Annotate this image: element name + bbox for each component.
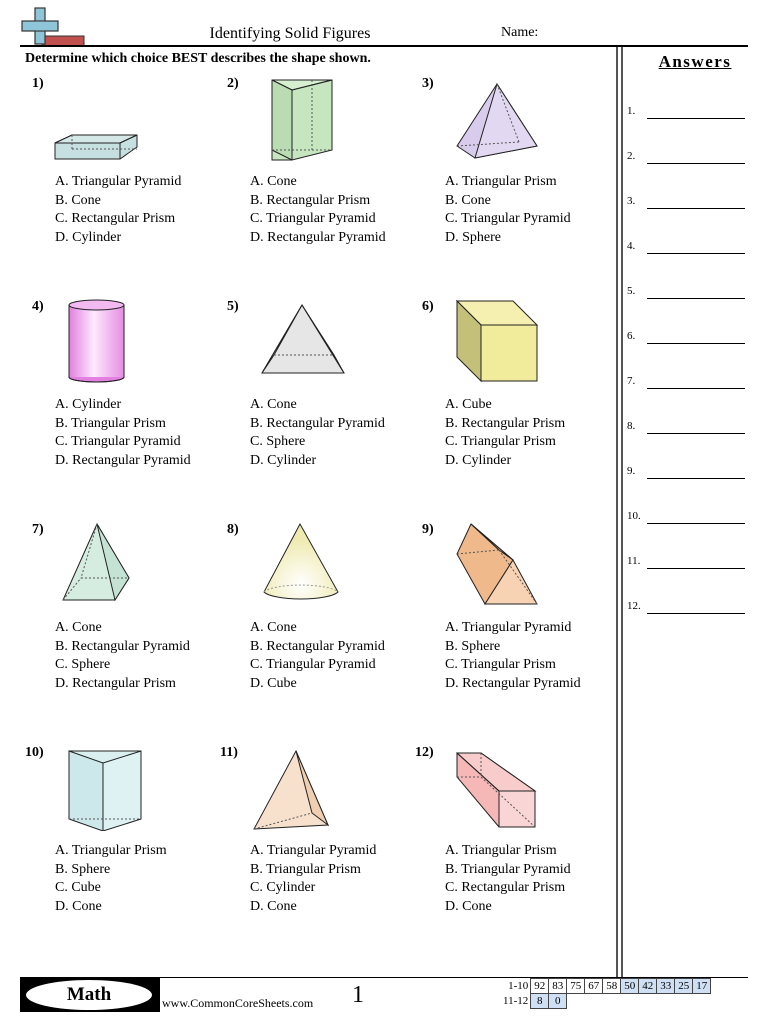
choice-a: A. Cylinder (55, 397, 122, 412)
choice-a: A. Triangular Pyramid (250, 843, 377, 858)
answer-line-3[interactable] (627, 195, 747, 211)
choice-a: A. Triangular Prism (445, 174, 557, 189)
answer-blank[interactable] (647, 433, 745, 434)
choice-a: A. Triangular Prism (55, 843, 167, 858)
answer-blank[interactable] (647, 298, 745, 299)
website-link[interactable]: www.CommonCoreSheets.com (162, 996, 314, 1010)
problem-10 (25, 745, 225, 955)
triangular-prism-shape (455, 522, 541, 608)
answer-blank[interactable] (647, 343, 745, 344)
answer-blank[interactable] (647, 568, 745, 569)
answer-choices (55, 619, 190, 693)
choice-c: C. Triangular Prism (445, 657, 556, 672)
choice-a: A. Cone (250, 397, 297, 412)
answer-choices (55, 396, 191, 470)
header-divider (20, 45, 748, 47)
problem-number: 10) (25, 745, 44, 760)
answer-choices (250, 619, 385, 693)
choice-c: C. Triangular Pyramid (250, 657, 376, 672)
problem-number: 7) (32, 522, 44, 537)
answer-number: 8. (627, 420, 636, 432)
problem-5 (220, 299, 420, 509)
score-row-label: 11-12 (503, 995, 529, 1007)
choice-d: D. Cone (250, 898, 297, 914)
problem-number: 11) (220, 745, 238, 760)
answer-blank[interactable] (647, 208, 745, 209)
problem-number: 2) (227, 76, 239, 91)
choice-b: B. Rectangular Pyramid (250, 415, 385, 431)
choice-d: D. Rectangular Prism (55, 675, 176, 691)
problem-3 (415, 76, 615, 286)
answer-line-7[interactable] (627, 375, 747, 391)
problem-number: 3) (422, 76, 434, 91)
answer-number: 2. (627, 150, 636, 162)
problem-number: 6) (422, 299, 434, 314)
rectangular-pyramid-shape (455, 82, 539, 162)
choice-b: B. Triangular Prism (55, 415, 166, 431)
answer-line-9[interactable] (627, 465, 747, 481)
answer-choices (445, 619, 581, 693)
answer-blank[interactable] (647, 118, 745, 119)
problem-2 (220, 76, 420, 286)
choice-c: C. Cylinder (250, 880, 316, 895)
choice-b: B. Triangular Pyramid (445, 861, 571, 877)
score-cell: 17 (693, 979, 711, 994)
answer-line-11[interactable] (627, 555, 747, 571)
choice-b: B. Rectangular Pyramid (55, 638, 190, 654)
choice-b: B. Cone (445, 192, 491, 208)
score-cell-empty (567, 994, 585, 1009)
choice-c: C. Sphere (55, 657, 111, 672)
score-row-1-10 (500, 979, 711, 994)
choice-c: C. Triangular Pyramid (250, 211, 376, 226)
cylinder-shape (67, 299, 127, 385)
choice-c: C. Sphere (250, 434, 306, 449)
problem-number: 8) (227, 522, 239, 537)
answer-line-1[interactable] (627, 105, 747, 121)
answer-column-divider (621, 47, 623, 977)
answer-number: 12. (627, 600, 641, 612)
score-cell: 25 (675, 979, 693, 994)
choice-d: D. Cylinder (250, 452, 317, 468)
answer-number: 7. (627, 375, 636, 387)
score-cell: 75 (567, 979, 585, 994)
page-number: 1 (352, 982, 364, 1008)
choice-b: B. Cone (55, 192, 101, 208)
answer-choices (250, 173, 386, 247)
answer-choices (250, 396, 385, 470)
problem-7 (25, 522, 225, 732)
choice-d: D. Sphere (445, 229, 501, 245)
choice-d: D. Rectangular Pyramid (250, 229, 386, 245)
choice-c: C. Rectangular Prism (445, 880, 566, 895)
answer-blank[interactable] (647, 523, 745, 524)
score-cell-empty (693, 994, 711, 1009)
choice-d: D. Rectangular Pyramid (55, 452, 191, 468)
choice-b: B. Rectangular Pyramid (250, 638, 385, 654)
problem-1 (25, 76, 225, 286)
problem-number: 5) (227, 299, 239, 314)
answer-blank[interactable] (647, 388, 745, 389)
answer-number: 11. (627, 555, 641, 567)
answer-line-10[interactable] (627, 510, 747, 526)
problem-4 (25, 299, 225, 509)
answer-number: 1. (627, 105, 636, 117)
problem-12 (415, 745, 615, 955)
answer-choices (55, 173, 181, 247)
score-cell-empty (621, 994, 639, 1009)
choice-b: B. Rectangular Prism (250, 192, 371, 208)
answer-number: 3. (627, 195, 636, 207)
answer-line-12[interactable] (627, 600, 747, 616)
choice-d: D. Rectangular Pyramid (445, 675, 581, 691)
score-cell-empty (639, 994, 657, 1009)
answer-choices (445, 173, 571, 247)
answer-number: 10. (627, 510, 641, 522)
choice-a: A. Cone (250, 174, 297, 189)
choice-b: B. Sphere (55, 861, 111, 877)
choice-d: D. Cylinder (55, 229, 122, 245)
score-row-label: 1-10 (508, 980, 529, 992)
answer-choices (445, 842, 571, 916)
problem-number: 9) (422, 522, 434, 537)
choice-c: C. Triangular Pyramid (445, 211, 571, 226)
choice-b: B. Rectangular Prism (445, 415, 566, 431)
score-cell: 33 (657, 979, 675, 994)
choice-c: C. Rectangular Prism (55, 211, 176, 226)
rectangular-pyramid-shape (260, 303, 346, 377)
answer-line-5[interactable] (627, 285, 747, 301)
answers-title: Answers (658, 52, 732, 71)
answer-line-4[interactable] (627, 240, 747, 256)
choice-a: A. Triangular Prism (445, 843, 557, 858)
long-rectangular-prism-shape (455, 751, 537, 831)
problem-8 (220, 522, 420, 732)
answer-blank[interactable] (647, 163, 745, 164)
choice-c: C. Cube (55, 880, 101, 895)
score-row-11-12 (500, 994, 711, 1009)
page-title: Identifying Solid Figures (209, 25, 371, 42)
answer-column-divider (616, 47, 618, 977)
triangular-pyramid-shape (252, 749, 332, 831)
choice-a: A. Cone (55, 620, 102, 635)
score-cell: 42 (639, 979, 657, 994)
choice-d: D. Cube (250, 675, 297, 691)
tall-rectangular-prism-shape (270, 78, 336, 162)
choice-a: A. Triangular Pyramid (445, 620, 572, 635)
score-cell: 83 (549, 979, 567, 994)
choice-a: A. Triangular Pyramid (55, 174, 182, 189)
answer-number: 4. (627, 240, 636, 252)
answer-line-6[interactable] (627, 330, 747, 346)
choice-c: C. Triangular Pyramid (55, 434, 181, 449)
score-cell: 0 (549, 994, 567, 1009)
score-cell-empty (657, 994, 675, 1009)
score-cell: 50 (621, 979, 639, 994)
choice-b: B. Sphere (445, 638, 501, 654)
rectangular-pyramid-shape (61, 522, 131, 604)
cube-shape (455, 299, 539, 385)
score-cell: 8 (531, 994, 549, 1009)
instructions: Determine which choice BEST describes the shape shown. (25, 51, 371, 66)
problem-11 (220, 745, 420, 955)
answer-choices (445, 396, 565, 470)
score-key-table (500, 978, 711, 1009)
answer-line-2[interactable] (627, 150, 747, 166)
score-cell: 67 (585, 979, 603, 994)
choice-c: C. Triangular Prism (445, 434, 556, 449)
answer-blank[interactable] (647, 613, 745, 614)
cone-shape (262, 522, 344, 604)
choice-a: A. Cube (445, 397, 492, 412)
problem-number: 4) (32, 299, 44, 314)
problem-9 (415, 522, 615, 732)
choice-d: D. Cone (55, 898, 102, 914)
answer-choices (55, 842, 167, 916)
choice-a: A. Cone (250, 620, 297, 635)
answer-number: 5. (627, 285, 636, 297)
answer-blank[interactable] (647, 253, 745, 254)
problem-number: 1) (32, 76, 44, 91)
answer-number: 6. (627, 330, 636, 342)
choice-b: B. Triangular Prism (250, 861, 361, 877)
name-label: Name: (501, 25, 539, 40)
score-cell-empty (675, 994, 693, 1009)
score-cell-empty (585, 994, 603, 1009)
score-cell: 58 (603, 979, 621, 994)
problem-6 (415, 299, 615, 509)
answer-line-8[interactable] (627, 420, 747, 436)
choice-d: D. Cylinder (445, 452, 512, 468)
score-cell: 92 (531, 979, 549, 994)
choice-d: D. Cone (445, 898, 492, 914)
flat-rectangular-prism-shape (53, 131, 141, 163)
problem-number: 12) (415, 745, 434, 760)
math-brand-badge: Math (26, 980, 152, 1010)
answer-choices (250, 842, 376, 916)
answer-number: 9. (627, 465, 636, 477)
score-cell-empty (603, 994, 621, 1009)
triangular-prism-shape (67, 747, 143, 831)
answer-blank[interactable] (647, 478, 745, 479)
